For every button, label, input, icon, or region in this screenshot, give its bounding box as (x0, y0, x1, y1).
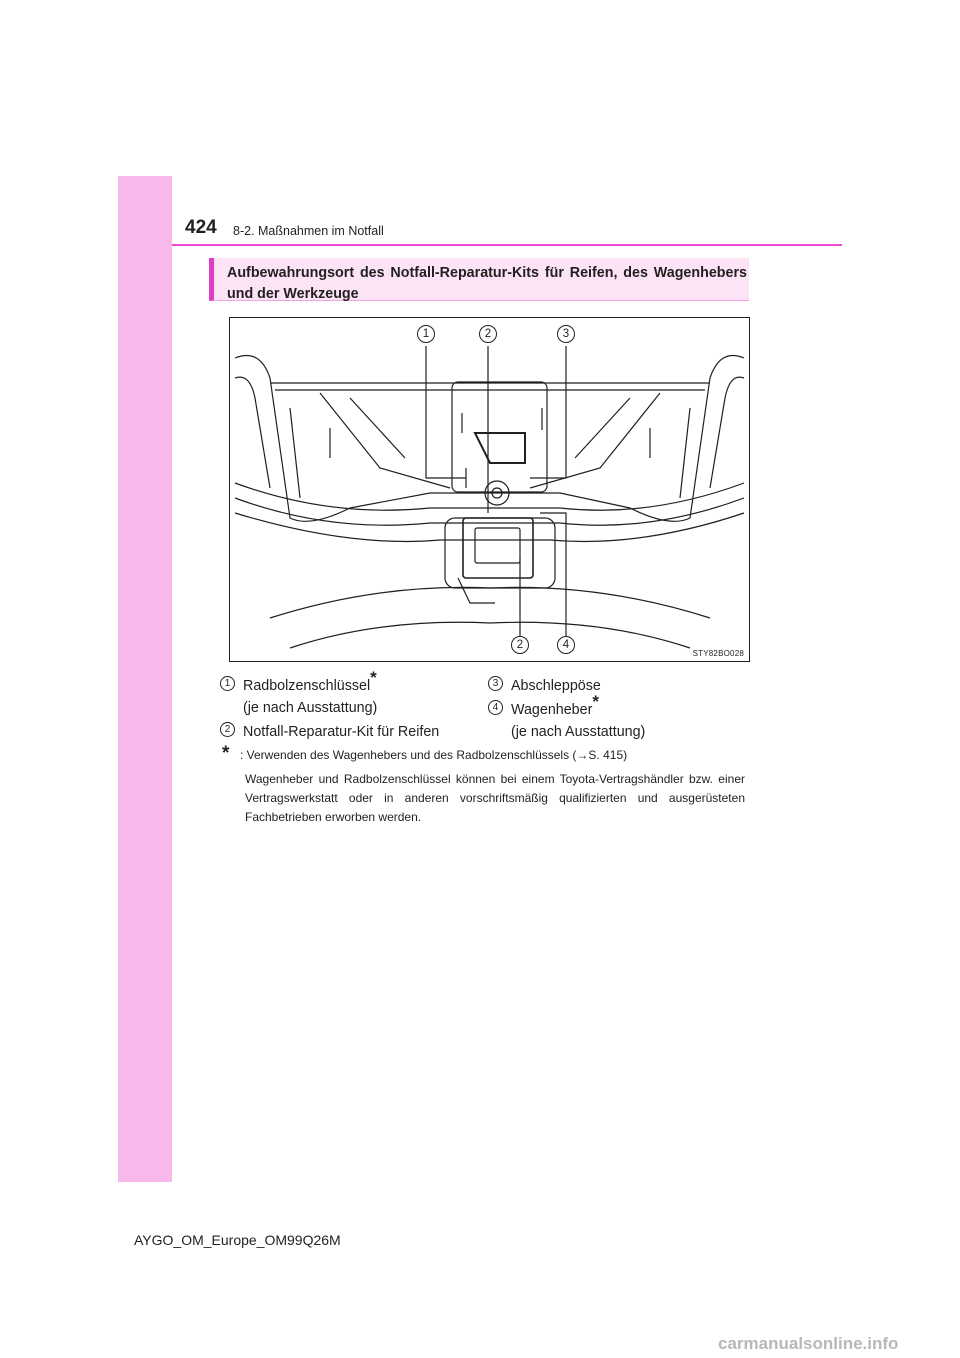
footnote-text: : Verwenden des Wagenhebers und des Radbolzenschlüssels (→S. 415) (240, 748, 628, 762)
legend-item-3: Abschleppöse (511, 678, 601, 694)
legend-sub-1: (je nach Ausstattung) (243, 700, 378, 716)
legend-number-3: 3 (488, 676, 503, 691)
figure-code: STY82BO028 (692, 649, 744, 658)
legend-item-2: Notfall-Reparatur-Kit für Reifen (243, 724, 440, 740)
page-number: 424 (185, 217, 217, 238)
legend-number-1: 1 (220, 676, 235, 691)
callout-2-top: 2 (479, 325, 497, 343)
legend-mark-4: * (592, 692, 599, 712)
legend-item-1 (243, 668, 378, 717)
header-rule (172, 244, 842, 246)
legend-text-1: Radbolzenschlüssel (243, 678, 371, 694)
document-id: AYGO_OM_Europe_OM99Q26M (134, 1232, 341, 1248)
callout-1: 1 (417, 325, 435, 343)
callout-2-bottom: 2 (511, 636, 529, 654)
footnote-mark: * (222, 743, 230, 764)
legend-mark-1: * (370, 668, 377, 688)
watermark: carmanualsonline.info (718, 1334, 899, 1353)
callout-4: 4 (557, 636, 575, 654)
legend-number-2: 2 (220, 722, 235, 737)
legend-number-4: 4 (488, 700, 503, 715)
legend-sub-4: (je nach Ausstattung) (511, 724, 646, 740)
trunk-drawing (230, 318, 749, 661)
trunk-illustration (229, 317, 750, 662)
section-heading: Aufbewahrungsort des Notfall-Reparatur-Kits für Reifen, des Wagenhebers und der Werkzeuge (227, 265, 747, 302)
callout-3: 3 (557, 325, 575, 343)
purchase-note: Wagenheber und Radbolzenschlüssel können bei einem Toyota-Vertragshändler bzw. einer Vertragswerkstatt oder in anderen vorschriftsmäßig qualifizierten und ausgerüsteten Fachbetrieben erworben werden. (245, 772, 745, 824)
legend-item-4 (511, 692, 646, 741)
chapter-title: 8-2. Maßnahmen im Notfall (233, 224, 384, 238)
section-heading-box (209, 258, 749, 301)
chapter-sidebar-tab (118, 176, 172, 1182)
legend-text-4: Wagenheber (511, 702, 593, 718)
